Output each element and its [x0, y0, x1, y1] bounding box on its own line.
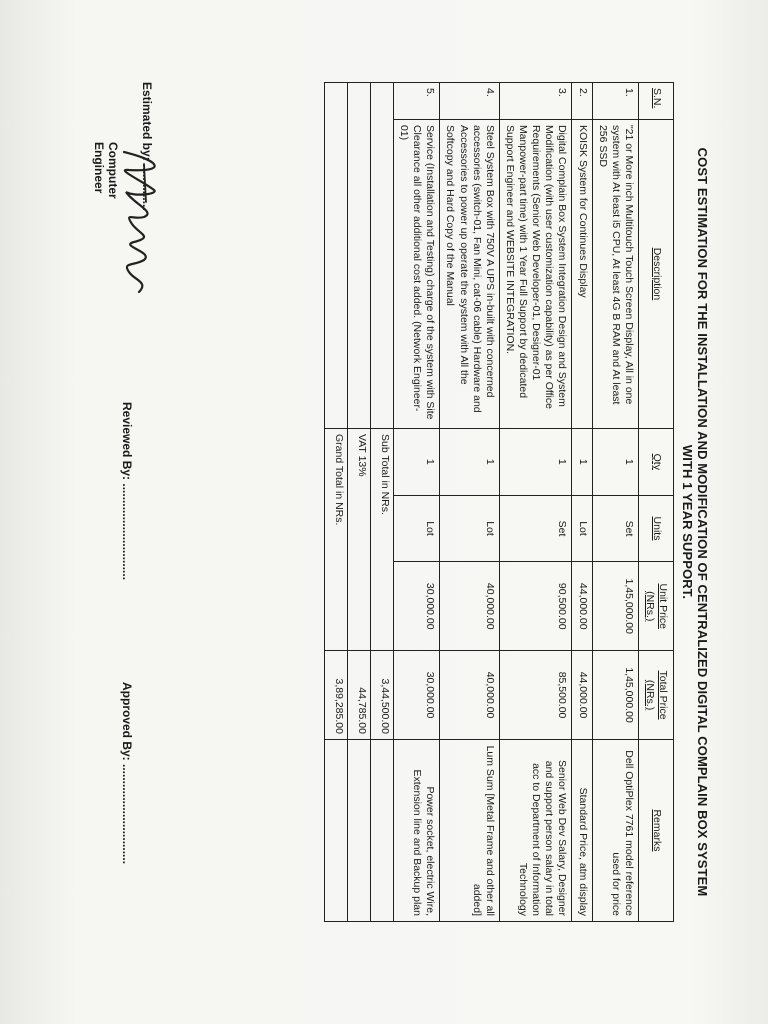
row-remarks: Lum Sum [Metal Frame and other all added] [440, 739, 500, 921]
blank-cell [371, 739, 394, 921]
row-units: Lot [440, 495, 500, 562]
vat-row [348, 83, 371, 922]
row-qty: 1 [440, 428, 500, 495]
row-remarks: Power socket, electric Wire, Extension line and Backup plan [394, 739, 440, 921]
subtotal-row [371, 83, 394, 922]
row-total-price: 40,000.00 [440, 651, 500, 740]
handwritten-signature [104, 142, 174, 302]
grand-total-label: Grand Total in NRs. [325, 428, 348, 650]
blank-cell [325, 739, 348, 921]
row-remarks: Standard Price, atm display [572, 739, 592, 921]
reviewed-by-label: Reviewed By: ............................. [120, 402, 134, 581]
row-unit-price: 40,000.00 [440, 562, 500, 651]
row-units: Lot [394, 495, 440, 562]
blank-cell [371, 83, 394, 429]
row-qty: 1 [499, 428, 572, 495]
blank-cell [325, 83, 348, 429]
row-unit-price: 30,000.00 [394, 562, 440, 651]
table-row [572, 83, 592, 922]
row-qty: 1 [592, 428, 638, 495]
blank-cell [348, 739, 371, 921]
row-sn: 2. [572, 83, 592, 120]
header-total-price-label: Total Price [657, 670, 670, 720]
row-sn: 3. [499, 83, 572, 120]
vat-label: VAT 13% [348, 428, 371, 650]
row-remarks: Dell OptiPlex 7761 model reference used for price [592, 739, 638, 921]
header-unit-price-label: Unit Price [657, 583, 670, 630]
row-description: Service (Installation and Testing) charge of the system with Site Clearance all other additional cost added. (Network Engineer-01) [394, 119, 440, 428]
document-title: COST ESTIMATION FOR THE INSTALLATION AND MODIFICATION OF CENTRALIZED DIGITAL COMPLAIN BOX SYSTEM WITH 1 YEAR SUPPORT. [680, 147, 710, 897]
subtotal-label: Sub Total in NRs. [371, 428, 394, 650]
header-unit-price [639, 562, 674, 651]
subtotal-value: 3,44,500.00 [371, 651, 394, 740]
table-header-row [639, 83, 674, 922]
header-remarks: Remarks [639, 739, 674, 921]
table-row [592, 83, 638, 922]
header-total-price [639, 651, 674, 740]
row-units: Set [499, 495, 572, 562]
estimated-by-role: Computer Engineer [92, 142, 120, 199]
row-total-price: 1,45,000.00 [592, 651, 638, 740]
row-units: Set [592, 495, 638, 562]
approved-by-label: Approved By: .............................. [120, 682, 134, 865]
vat-value: 44,785.00 [348, 651, 371, 740]
row-unit-price: 90,500.00 [499, 562, 572, 651]
table-row [499, 83, 572, 922]
header-total-price-currency: (NRs.) [644, 679, 656, 711]
row-total-price: 44,000.00 [572, 651, 592, 740]
header-sn: S.N. [639, 83, 674, 120]
table-row [394, 83, 440, 922]
header-unit-price-currency: (NRs.) [644, 591, 656, 622]
row-unit-price: 1,45,000.00 [592, 562, 638, 651]
row-sn: 4. [440, 83, 500, 120]
document-sheet [54, 62, 714, 962]
row-description: Digital Complain Box System Integration Design and System Modification (with user customization capability) as per Office Requirements (Senior Web Developer-01, Designer-01 Manpower-part time) with 1 Year Full Support by dedicated Support Engineer and WEBSITE INTEGRATION. [499, 119, 572, 428]
row-sn: 5. [394, 83, 440, 120]
row-description: Steel System Box with 750V A UPS in-built with concerned accessories (switch-01, Fan Mini, cat-06 cable) Hardware and Accessories to power up operate the system with All the Softcopy and Hard Copy of the Manual [440, 119, 500, 428]
header-qty: Qty [639, 428, 674, 495]
row-units: Lot [572, 495, 592, 562]
row-unit-price: 44,000.00 [572, 562, 592, 651]
row-description: "21 or More inch Multitouch Touch Screen Display, All in one system with At least i5 CPU, At least 4G B RAM and At least 256 SSD [592, 119, 638, 428]
header-units: Units [639, 495, 674, 562]
grand-total-row [325, 83, 348, 922]
estimated-by-block [92, 82, 154, 211]
row-remarks: Senior Web Dev Salary, Designer and support person salary in total acc to Department of Information Technology [499, 739, 572, 921]
blank-cell [348, 83, 371, 429]
grand-total-value: 3,89,285.00 [325, 651, 348, 740]
table-row [440, 83, 500, 922]
row-qty: 1 [572, 428, 592, 495]
row-description: KOISK System for Continues Display [572, 119, 592, 428]
row-total-price: 30,000.00 [394, 651, 440, 740]
row-total-price: 85,500.00 [499, 651, 572, 740]
row-qty: 1 [394, 428, 440, 495]
cost-estimation-table [324, 82, 674, 922]
header-description: Description [639, 119, 674, 428]
estimated-by-label: Estimated by: .............. [140, 82, 154, 211]
row-sn: 1. [592, 83, 638, 120]
